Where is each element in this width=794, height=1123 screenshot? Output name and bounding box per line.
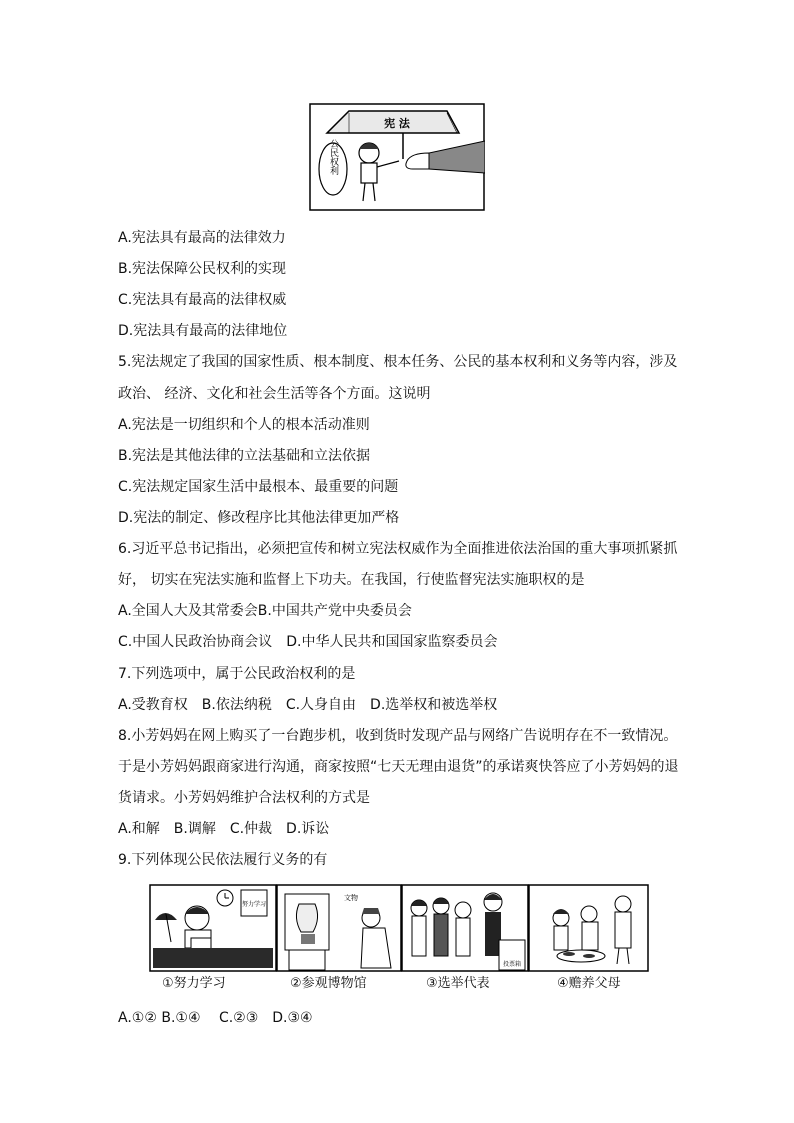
q9-illustration-strip: [149, 884, 649, 972]
bubble-text: 公民权利: [328, 139, 338, 175]
q4-option-a: A.宪法具有最高的法律效力: [118, 230, 286, 246]
q6-stem-line1: 6.习近平总书记指出，必须把宣传和树立宪法权威作为全面推进依法治国的重大事项抓紧抓: [118, 541, 678, 557]
q7-stem: 7.下列选项中，属于公民政治权利的是: [118, 666, 356, 682]
q5-stem-line2: 政治、 经济、文化和社会生活等各个方面。这说明: [118, 386, 431, 402]
q9-options: A.①② B.①④ C.②③ D.③④: [118, 1010, 313, 1026]
q9-caption-1: ①努力学习: [162, 976, 226, 991]
roof-title: 宪 法: [384, 117, 410, 130]
q8-stem-line2: 于是小芳妈妈跟商家进行沟通，商家按照“七天无理由退货”的承诺爽快答应了小芳妈妈的退: [118, 759, 679, 775]
q5-option-b: B.宪法是其他法律的立法基础和立法依据: [118, 448, 371, 464]
panel-caring-parents: [529, 885, 648, 971]
ballot-box-label: 投票箱: [502, 961, 522, 968]
q5-option-a: A.宪法是一切组织和个人的根本活动准则: [118, 417, 370, 433]
panel-studying: [150, 885, 276, 971]
panel-election: [402, 885, 528, 971]
q9-stem: 9.下列体现公民依法履行义务的有: [118, 852, 328, 868]
q9-caption-4: ④赡养父母: [557, 976, 621, 991]
q9-caption-3: ③选举代表: [426, 976, 490, 991]
q4-option-d: D.宪法具有最高的法律地位: [118, 323, 288, 339]
q6-stem-line2: 好， 切实在宪法实施和监督上下功夫。在我国，行使监督宪法实施职权的是: [118, 572, 585, 588]
q4-option-c: C.宪法具有最高的法律权威: [118, 292, 287, 308]
q8-stem-line3: 货请求。小芳妈妈维护合法权利的方式是: [118, 790, 370, 806]
q6-options-line2: C.中国人民政治协商会议 D.中华人民共和国国家监察委员会: [118, 634, 498, 650]
relic-label: 文物: [344, 894, 358, 902]
q4-option-b: B.宪法保障公民权利的实现: [118, 261, 287, 277]
q6-options-line1: A.全国人大及其常委会B.中国共产党中央委员会: [118, 603, 412, 619]
q9-caption-2: ②参观博物馆: [290, 976, 367, 991]
q5-option-c: C.宪法规定国家生活中最根本、最重要的问题: [118, 479, 399, 495]
wall-sign: 努力学习: [241, 901, 267, 908]
q5-option-d: D.宪法的制定、修改程序比其他法律更加严格: [118, 510, 400, 526]
q7-options: A.受教育权 B.依法纳税 C.人身自由 D.选举权和被选举权: [118, 697, 498, 713]
q5-stem-line1: 5.宪法规定了我国的国家性质、根本制度、根本任务、公民的基本权利和义务等内容，涉及: [118, 354, 678, 370]
q8-stem-line1: 8.小芳妈妈在网上购买了一台跑步机，收到货时发现产品与网络广告说明存在不一致情况。: [118, 728, 678, 744]
panel-museum: [277, 885, 401, 971]
q8-options: A.和解 B.调解 C.仲裁 D.诉讼: [118, 821, 330, 837]
constitution-cartoon: [309, 103, 485, 211]
